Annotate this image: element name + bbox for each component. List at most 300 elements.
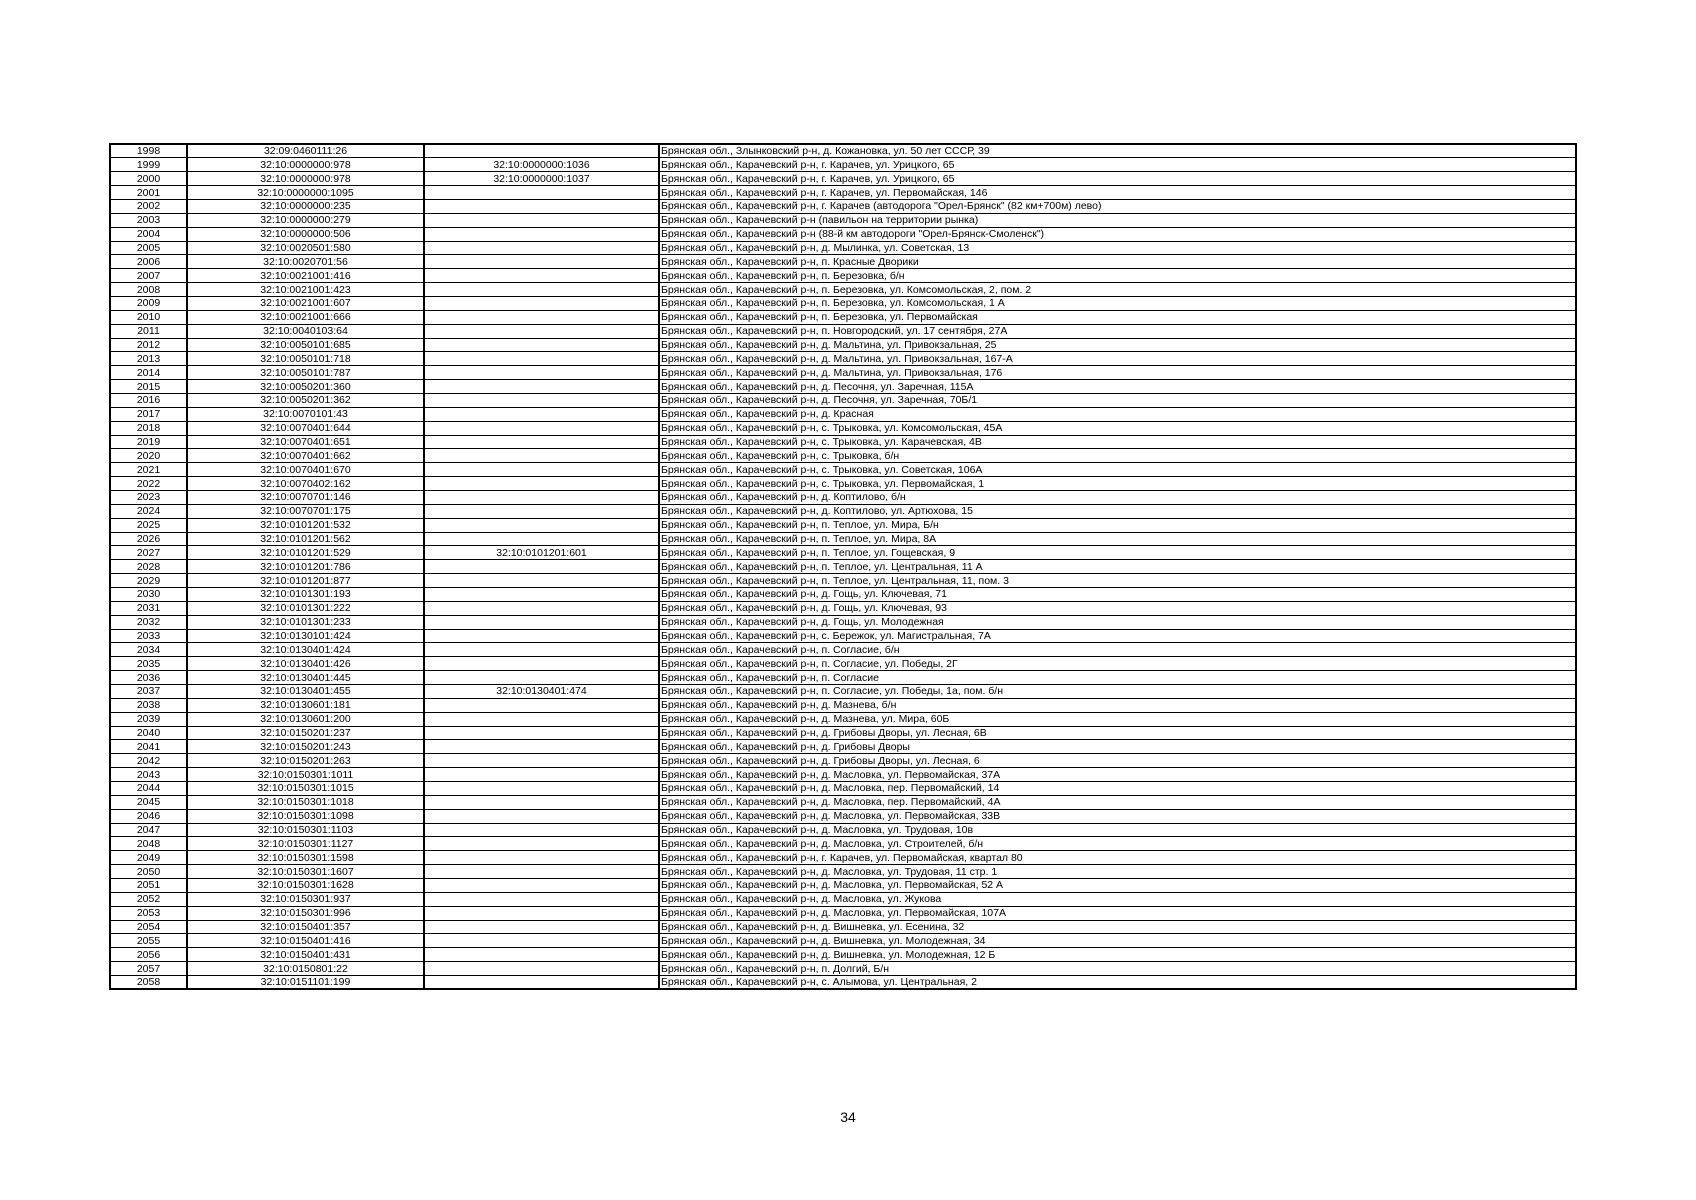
cadastral-number-cell: 32:10:0101201:529: [187, 546, 424, 560]
address-cell: Брянская обл., Карачевский р-н, д. Мальтина, ул. Привокзальная, 25: [659, 338, 1576, 352]
row-number-cell: 2012: [110, 338, 187, 352]
table-row: [110, 324, 1576, 338]
address-cell: Брянская обл., Карачевский р-н, д. Масловка, ул. Строителей, б/н: [659, 837, 1576, 851]
related-cadastral-number-cell: [424, 449, 659, 463]
address-cell: Брянская обл., Карачевский р-н, д. Вишневка, ул. Есенина, 32: [659, 920, 1576, 934]
address-cell: Брянская обл., Карачевский р-н, п. Теплое, ул. Гощевская, 9: [659, 546, 1576, 560]
address-cell: Брянская обл., Карачевский р-н, д. Коптилово, б/н: [659, 490, 1576, 504]
address-cell: Брянская обл., Карачевский р-н, д. Масловка, ул. Первомайская, 107А: [659, 906, 1576, 920]
row-number-cell: 2045: [110, 795, 187, 809]
related-cadastral-number-cell: [424, 463, 659, 477]
cadastral-number-cell: 32:10:0130401:445: [187, 671, 424, 685]
row-number-cell: 2057: [110, 962, 187, 976]
related-cadastral-number-cell: [424, 976, 659, 990]
row-number-cell: 2056: [110, 948, 187, 962]
address-cell: Брянская обл., Карачевский р-н, д. Масловка, ул. Трудовая, 10в: [659, 823, 1576, 837]
table-row: [110, 380, 1576, 394]
cadastral-number-cell: 32:10:0020501:580: [187, 241, 424, 255]
cadastral-number-cell: 32:10:0150301:1598: [187, 851, 424, 865]
cadastral-number-cell: 32:10:0150301:1098: [187, 809, 424, 823]
table-row: [110, 698, 1576, 712]
row-number-cell: 2053: [110, 906, 187, 920]
address-cell: Брянская обл., Карачевский р-н, д. Масловка, ул. Первомайская, 37А: [659, 768, 1576, 782]
address-cell: Брянская обл., Карачевский р-н, д. Мылинка, ул. Советская, 13: [659, 241, 1576, 255]
row-number-cell: 2006: [110, 255, 187, 269]
address-cell: Брянская обл., Карачевский р-н, д. Мазнева, б/н: [659, 698, 1576, 712]
related-cadastral-number-cell: [424, 186, 659, 200]
table-row: [110, 726, 1576, 740]
address-cell: Брянская обл., Карачевский р-н, д. Песочня, ул. Заречная, 115А: [659, 380, 1576, 394]
row-number-cell: 2028: [110, 560, 187, 574]
related-cadastral-number-cell: [424, 269, 659, 283]
address-cell: Брянская обл., Карачевский р-н, п. Березовка, ул. Первомайская: [659, 310, 1576, 324]
cadastral-number-cell: 32:10:0101301:222: [187, 601, 424, 615]
address-cell: Брянская обл., Карачевский р-н, с. Трыковка, ул. Комсомольская, 45А: [659, 421, 1576, 435]
table-row: [110, 615, 1576, 629]
cadastral-number-cell: 32:10:0150401:357: [187, 920, 424, 934]
row-number-cell: 2029: [110, 574, 187, 588]
cadastral-number-cell: 32:10:0070401:670: [187, 463, 424, 477]
row-number-cell: 2046: [110, 809, 187, 823]
row-number-cell: 2041: [110, 740, 187, 754]
related-cadastral-number-cell: [424, 366, 659, 380]
table-row: [110, 449, 1576, 463]
cadastral-number-cell: 32:10:0070401:651: [187, 435, 424, 449]
cadastral-number-cell: 32:10:0040103:64: [187, 324, 424, 338]
row-number-cell: 2033: [110, 629, 187, 643]
row-number-cell: 2007: [110, 269, 187, 283]
row-number-cell: 2008: [110, 283, 187, 297]
related-cadastral-number-cell: [424, 227, 659, 241]
related-cadastral-number-cell: [424, 477, 659, 491]
row-number-cell: 2013: [110, 352, 187, 366]
cadastral-number-cell: 32:10:0101201:532: [187, 518, 424, 532]
cadastral-number-cell: 32:10:0021001:423: [187, 283, 424, 297]
related-cadastral-number-cell: [424, 560, 659, 574]
table-row: [110, 962, 1576, 976]
table-row: [110, 906, 1576, 920]
address-cell: Брянская обл., Карачевский р-н, д. Грибовы Дворы, ул. Лесная, 6: [659, 754, 1576, 768]
related-cadastral-number-cell: [424, 213, 659, 227]
row-number-cell: 2004: [110, 227, 187, 241]
row-number-cell: 2034: [110, 643, 187, 657]
address-cell: Брянская обл., Карачевский р-н, п. Березовка, б/н: [659, 269, 1576, 283]
related-cadastral-number-cell: [424, 435, 659, 449]
cadastral-number-cell: 32:10:0050101:787: [187, 366, 424, 380]
related-cadastral-number-cell: [424, 380, 659, 394]
table-row: [110, 407, 1576, 421]
cadastral-number-cell: 32:10:0000000:506: [187, 227, 424, 241]
table-row: [110, 934, 1576, 948]
address-cell: Брянская обл., Карачевский р-н, д. Грибовы Дворы, ул. Лесная, 6В: [659, 726, 1576, 740]
cadastral-number-cell: 32:10:0070402:162: [187, 477, 424, 491]
address-cell: Брянская обл., Карачевский р-н, г. Карачев (автодорога "Орел-Брянск" (82 км+700м) лево): [659, 199, 1576, 213]
cadastral-number-cell: 32:10:0150301:1127: [187, 837, 424, 851]
row-number-cell: 2036: [110, 671, 187, 685]
table-row: [110, 144, 1576, 158]
related-cadastral-number-cell: [424, 504, 659, 518]
row-number-cell: 1998: [110, 144, 187, 158]
cadastral-number-cell: 32:10:0000000:978: [187, 158, 424, 172]
table-row: [110, 976, 1576, 990]
table-row: [110, 255, 1576, 269]
row-number-cell: 2049: [110, 851, 187, 865]
row-number-cell: 2010: [110, 310, 187, 324]
related-cadastral-number-cell: [424, 809, 659, 823]
address-cell: Брянская обл., Карачевский р-н, п. Согласие, ул. Победы, 2Г: [659, 657, 1576, 671]
row-number-cell: 2019: [110, 435, 187, 449]
address-cell: Брянская обл., Карачевский р-н, д. Гощь, ул. Ключевая, 71: [659, 588, 1576, 602]
row-number-cell: 2051: [110, 879, 187, 893]
cadastral-number-cell: 32:10:0050101:685: [187, 338, 424, 352]
table-row: [110, 490, 1576, 504]
related-cadastral-number-cell: [424, 698, 659, 712]
related-cadastral-number-cell: [424, 657, 659, 671]
cadastral-number-cell: 32:10:0070701:146: [187, 490, 424, 504]
table-row: [110, 283, 1576, 297]
address-cell: Брянская обл., Карачевский р-н, д. Мазнева, ул. Мира, 60Б: [659, 712, 1576, 726]
address-cell: Брянская обл., Карачевский р-н, д. Мальтина, ул. Привокзальная, 176: [659, 366, 1576, 380]
row-number-cell: 2022: [110, 477, 187, 491]
cadastral-number-cell: 32:10:0020701:56: [187, 255, 424, 269]
row-number-cell: 2027: [110, 546, 187, 560]
row-number-cell: 2016: [110, 393, 187, 407]
cadastral-number-cell: 32:10:0050201:362: [187, 393, 424, 407]
cadastral-number-cell: 32:10:0050201:360: [187, 380, 424, 394]
row-number-cell: 2044: [110, 782, 187, 796]
address-cell: Брянская обл., Карачевский р-н, п. Красные Дворики: [659, 255, 1576, 269]
related-cadastral-number-cell: [424, 407, 659, 421]
related-cadastral-number-cell: [424, 782, 659, 796]
row-number-cell: 2002: [110, 199, 187, 213]
address-cell: Брянская обл., Карачевский р-н, п. Березовка, ул. Комсомольская, 2, пом. 2: [659, 283, 1576, 297]
row-number-cell: 2014: [110, 366, 187, 380]
table-row: [110, 518, 1576, 532]
cadastral-number-cell: 32:10:0000000:235: [187, 199, 424, 213]
cadastral-number-cell: 32:10:0000000:1095: [187, 186, 424, 200]
address-cell: Брянская обл., Карачевский р-н, п. Согласие, б/н: [659, 643, 1576, 657]
address-cell: Брянская обл., Карачевский р-н, д. Красная: [659, 407, 1576, 421]
related-cadastral-number-cell: 32:10:0000000:1036: [424, 158, 659, 172]
related-cadastral-number-cell: [424, 518, 659, 532]
address-cell: Брянская обл., Карачевский р-н, п. Теплое, ул. Центральная, 11, пом. 3: [659, 574, 1576, 588]
address-cell: Брянская обл., Карачевский р-н, с. Трыковка, ул. Первомайская, 1: [659, 477, 1576, 491]
table-row: [110, 393, 1576, 407]
cadastral-number-cell: 32:09:0460111:26: [187, 144, 424, 158]
row-number-cell: 2011: [110, 324, 187, 338]
table-row: [110, 754, 1576, 768]
related-cadastral-number-cell: [424, 962, 659, 976]
page-number: 34: [840, 1109, 856, 1125]
related-cadastral-number-cell: [424, 393, 659, 407]
related-cadastral-number-cell: [424, 490, 659, 504]
address-cell: Брянская обл., Карачевский р-н, д. Вишневка, ул. Молодежная, 12 Б: [659, 948, 1576, 962]
address-cell: Брянская обл., Карачевский р-н, г. Карачев, ул. Урицкого, 65: [659, 158, 1576, 172]
row-number-cell: 2039: [110, 712, 187, 726]
related-cadastral-number-cell: [424, 574, 659, 588]
address-cell: Брянская обл., Карачевский р-н, с. Алымова, ул. Центральная, 2: [659, 976, 1576, 990]
row-number-cell: 2024: [110, 504, 187, 518]
related-cadastral-number-cell: [424, 283, 659, 297]
related-cadastral-number-cell: [424, 199, 659, 213]
address-cell: Брянская обл., Карачевский р-н, д. Гощь, ул. Ключевая, 93: [659, 601, 1576, 615]
related-cadastral-number-cell: [424, 643, 659, 657]
cadastral-number-cell: 32:10:0130601:181: [187, 698, 424, 712]
related-cadastral-number-cell: [424, 934, 659, 948]
table-row: [110, 241, 1576, 255]
table-row: [110, 546, 1576, 560]
cadastral-number-cell: 32:10:0101301:193: [187, 588, 424, 602]
address-cell: Брянская обл., Карачевский р-н, д. Мальтина, ул. Привокзальная, 167-А: [659, 352, 1576, 366]
cadastral-number-cell: 32:10:0150301:1103: [187, 823, 424, 837]
cadastral-number-cell: 32:10:0070401:662: [187, 449, 424, 463]
cadastral-number-cell: 32:10:0130401:426: [187, 657, 424, 671]
related-cadastral-number-cell: [424, 324, 659, 338]
table-row: [110, 837, 1576, 851]
cadastral-number-cell: 32:10:0050101:718: [187, 352, 424, 366]
cadastral-number-cell: 32:10:0101201:562: [187, 532, 424, 546]
address-cell: Брянская обл., Карачевский р-н, д. Масловка, ул. Первомайская, 52 А: [659, 879, 1576, 893]
table-row: [110, 643, 1576, 657]
table-row: [110, 795, 1576, 809]
table-row: [110, 186, 1576, 200]
table-row: [110, 865, 1576, 879]
cadastral-number-cell: 32:10:0000000:279: [187, 213, 424, 227]
cadastral-number-cell: 32:10:0150201:243: [187, 740, 424, 754]
table-row: [110, 366, 1576, 380]
table-row: [110, 213, 1576, 227]
table-row: [110, 158, 1576, 172]
cadastral-number-cell: 32:10:0150301:1607: [187, 865, 424, 879]
table-row: [110, 657, 1576, 671]
related-cadastral-number-cell: [424, 823, 659, 837]
related-cadastral-number-cell: [424, 712, 659, 726]
table-row: [110, 809, 1576, 823]
row-number-cell: 2005: [110, 241, 187, 255]
table-row: [110, 352, 1576, 366]
row-number-cell: 2048: [110, 837, 187, 851]
address-cell: Брянская обл., Карачевский р-н, п. Березовка, ул. Комсомольская, 1 А: [659, 296, 1576, 310]
address-cell: Брянская обл., Карачевский р-н, п. Согласие: [659, 671, 1576, 685]
cadastral-number-cell: 32:10:0130601:200: [187, 712, 424, 726]
address-cell: Брянская обл., Карачевский р-н, с. Трыковка, б/н: [659, 449, 1576, 463]
address-cell: Брянская обл., Карачевский р-н, п. Согласие, ул. Победы, 1а, пом. б/н: [659, 685, 1576, 699]
table-row: [110, 685, 1576, 699]
row-number-cell: 2031: [110, 601, 187, 615]
table-row: [110, 435, 1576, 449]
table-row: [110, 588, 1576, 602]
related-cadastral-number-cell: [424, 740, 659, 754]
row-number-cell: 2025: [110, 518, 187, 532]
cadastral-number-cell: 32:10:0150201:263: [187, 754, 424, 768]
table-row: [110, 532, 1576, 546]
related-cadastral-number-cell: [424, 837, 659, 851]
cadastral-number-cell: 32:10:0130401:455: [187, 685, 424, 699]
related-cadastral-number-cell: [424, 296, 659, 310]
related-cadastral-number-cell: [424, 588, 659, 602]
row-number-cell: 2054: [110, 920, 187, 934]
cadastral-number-cell: 32:10:0150301:1015: [187, 782, 424, 796]
cadastral-number-cell: 32:10:0150801:22: [187, 962, 424, 976]
related-cadastral-number-cell: [424, 615, 659, 629]
row-number-cell: 2026: [110, 532, 187, 546]
address-cell: Брянская обл., Карачевский р-н, д. Грибовы Дворы: [659, 740, 1576, 754]
cadastral-number-cell: 32:10:0130401:424: [187, 643, 424, 657]
row-number-cell: 2035: [110, 657, 187, 671]
cadastral-number-cell: 32:10:0130101:424: [187, 629, 424, 643]
cadastral-number-cell: 32:10:0150301:1018: [187, 795, 424, 809]
address-cell: Брянская обл., Карачевский р-н (88-й км автодороги "Орел-Брянск-Смоленск"): [659, 227, 1576, 241]
row-number-cell: 2001: [110, 186, 187, 200]
address-cell: Брянская обл., Карачевский р-н, д. Гощь, ул. Молодежная: [659, 615, 1576, 629]
address-cell: Брянская обл., Карачевский р-н, п. Новгородский, ул. 17 сентября, 27А: [659, 324, 1576, 338]
related-cadastral-number-cell: [424, 338, 659, 352]
row-number-cell: 2030: [110, 588, 187, 602]
address-cell: Брянская обл., Карачевский р-н, д. Масловка, ул. Первомайская, 33В: [659, 809, 1576, 823]
row-number-cell: 2009: [110, 296, 187, 310]
cadastral-number-cell: 32:10:0150201:237: [187, 726, 424, 740]
table-row: [110, 823, 1576, 837]
related-cadastral-number-cell: [424, 726, 659, 740]
related-cadastral-number-cell: [424, 768, 659, 782]
table-row: [110, 310, 1576, 324]
row-number-cell: 2017: [110, 407, 187, 421]
table-row: [110, 629, 1576, 643]
table-row: [110, 560, 1576, 574]
row-number-cell: 2047: [110, 823, 187, 837]
address-cell: Брянская обл., Злынковский р-н, д. Кожановка, ул. 50 лет СССР, 39: [659, 144, 1576, 158]
related-cadastral-number-cell: 32:10:0130401:474: [424, 685, 659, 699]
related-cadastral-number-cell: [424, 920, 659, 934]
address-cell: Брянская обл., Карачевский р-н, с. Бережок, ул. Магистральная, 7А: [659, 629, 1576, 643]
table-row: [110, 199, 1576, 213]
address-cell: Брянская обл., Карачевский р-н (павильон на территории рынка): [659, 213, 1576, 227]
related-cadastral-number-cell: [424, 421, 659, 435]
related-cadastral-number-cell: [424, 255, 659, 269]
table-row: [110, 782, 1576, 796]
row-number-cell: 2021: [110, 463, 187, 477]
table-row: [110, 879, 1576, 893]
related-cadastral-number-cell: [424, 601, 659, 615]
row-number-cell: 1999: [110, 158, 187, 172]
cadastral-number-cell: 32:10:0150301:1628: [187, 879, 424, 893]
row-number-cell: 2040: [110, 726, 187, 740]
table-row: [110, 601, 1576, 615]
table-row: [110, 851, 1576, 865]
related-cadastral-number-cell: [424, 892, 659, 906]
cadastral-number-cell: 32:10:0101301:233: [187, 615, 424, 629]
table-row: [110, 504, 1576, 518]
row-number-cell: 2023: [110, 490, 187, 504]
cadastral-number-cell: 32:10:0150301:1011: [187, 768, 424, 782]
table-row: [110, 463, 1576, 477]
related-cadastral-number-cell: [424, 906, 659, 920]
table-row: [110, 948, 1576, 962]
table-row: [110, 477, 1576, 491]
cadastral-number-cell: 32:10:0150401:416: [187, 934, 424, 948]
table-row: [110, 338, 1576, 352]
related-cadastral-number-cell: [424, 241, 659, 255]
table-row: [110, 892, 1576, 906]
row-number-cell: 2042: [110, 754, 187, 768]
related-cadastral-number-cell: [424, 879, 659, 893]
address-cell: Брянская обл., Карачевский р-н, д. Песочня, ул. Заречная, 70Б/1: [659, 393, 1576, 407]
row-number-cell: 2037: [110, 685, 187, 699]
registry-table: [109, 143, 1577, 990]
address-cell: Брянская обл., Карачевский р-н, г. Карачев, ул. Первомайская, 146: [659, 186, 1576, 200]
address-cell: Брянская обл., Карачевский р-н, с. Трыковка, ул. Карачевская, 4В: [659, 435, 1576, 449]
cadastral-number-cell: 32:10:0070401:644: [187, 421, 424, 435]
row-number-cell: 2032: [110, 615, 187, 629]
related-cadastral-number-cell: [424, 795, 659, 809]
registry-table-body: [110, 144, 1576, 989]
address-cell: Брянская обл., Карачевский р-н, с. Трыковка, ул. Советская, 106А: [659, 463, 1576, 477]
row-number-cell: 2000: [110, 172, 187, 186]
related-cadastral-number-cell: 32:10:0101201:601: [424, 546, 659, 560]
related-cadastral-number-cell: 32:10:0000000:1037: [424, 172, 659, 186]
related-cadastral-number-cell: [424, 865, 659, 879]
cadastral-number-cell: 32:10:0150301:996: [187, 906, 424, 920]
row-number-cell: 2052: [110, 892, 187, 906]
row-number-cell: 2043: [110, 768, 187, 782]
related-cadastral-number-cell: [424, 352, 659, 366]
table-row: [110, 172, 1576, 186]
row-number-cell: 2015: [110, 380, 187, 394]
related-cadastral-number-cell: [424, 754, 659, 768]
address-cell: Брянская обл., Карачевский р-н, д. Масловка, пер. Первомайский, 14: [659, 782, 1576, 796]
address-cell: Брянская обл., Карачевский р-н, п. Теплое, ул. Центральная, 11 А: [659, 560, 1576, 574]
table-row: [110, 574, 1576, 588]
row-number-cell: 2003: [110, 213, 187, 227]
cadastral-number-cell: 32:10:0101201:877: [187, 574, 424, 588]
table-row: [110, 740, 1576, 754]
table-row: [110, 227, 1576, 241]
cadastral-number-cell: 32:10:0021001:607: [187, 296, 424, 310]
address-cell: Брянская обл., Карачевский р-н, д. Вишневка, ул. Молодежная, 34: [659, 934, 1576, 948]
address-cell: Брянская обл., Карачевский р-н, д. Масловка, ул. Трудовая, 11 стр. 1: [659, 865, 1576, 879]
address-cell: Брянская обл., Карачевский р-н, г. Карачев, ул. Первомайская, квартал 80: [659, 851, 1576, 865]
row-number-cell: 2038: [110, 698, 187, 712]
table-row: [110, 712, 1576, 726]
cadastral-number-cell: 32:10:0150401:431: [187, 948, 424, 962]
address-cell: Брянская обл., Карачевский р-н, п. Долгий, Б/н: [659, 962, 1576, 976]
row-number-cell: 2055: [110, 934, 187, 948]
related-cadastral-number-cell: [424, 144, 659, 158]
cadastral-number-cell: 32:10:0070701:175: [187, 504, 424, 518]
cadastral-number-cell: 32:10:0101201:786: [187, 560, 424, 574]
address-cell: Брянская обл., Карачевский р-н, п. Теплое, ул. Мира, Б/н: [659, 518, 1576, 532]
table-row: [110, 920, 1576, 934]
table-row: [110, 421, 1576, 435]
row-number-cell: 2018: [110, 421, 187, 435]
address-cell: Брянская обл., Карачевский р-н, д. Коптилово, ул. Артюхова, 15: [659, 504, 1576, 518]
table-row: [110, 269, 1576, 283]
address-cell: Брянская обл., Карачевский р-н, г. Карачев, ул. Урицкого, 65: [659, 172, 1576, 186]
related-cadastral-number-cell: [424, 629, 659, 643]
cadastral-number-cell: 32:10:0151101:199: [187, 976, 424, 990]
table-row: [110, 768, 1576, 782]
row-number-cell: 2050: [110, 865, 187, 879]
row-number-cell: 2058: [110, 976, 187, 990]
address-cell: Брянская обл., Карачевский р-н, д. Масловка, пер. Первомайский, 4А: [659, 795, 1576, 809]
cadastral-number-cell: 32:10:0021001:416: [187, 269, 424, 283]
address-cell: Брянская обл., Карачевский р-н, п. Теплое, ул. Мира, 8А: [659, 532, 1576, 546]
table-row: [110, 671, 1576, 685]
related-cadastral-number-cell: [424, 948, 659, 962]
related-cadastral-number-cell: [424, 532, 659, 546]
cadastral-number-cell: 32:10:0000000:978: [187, 172, 424, 186]
row-number-cell: 2020: [110, 449, 187, 463]
